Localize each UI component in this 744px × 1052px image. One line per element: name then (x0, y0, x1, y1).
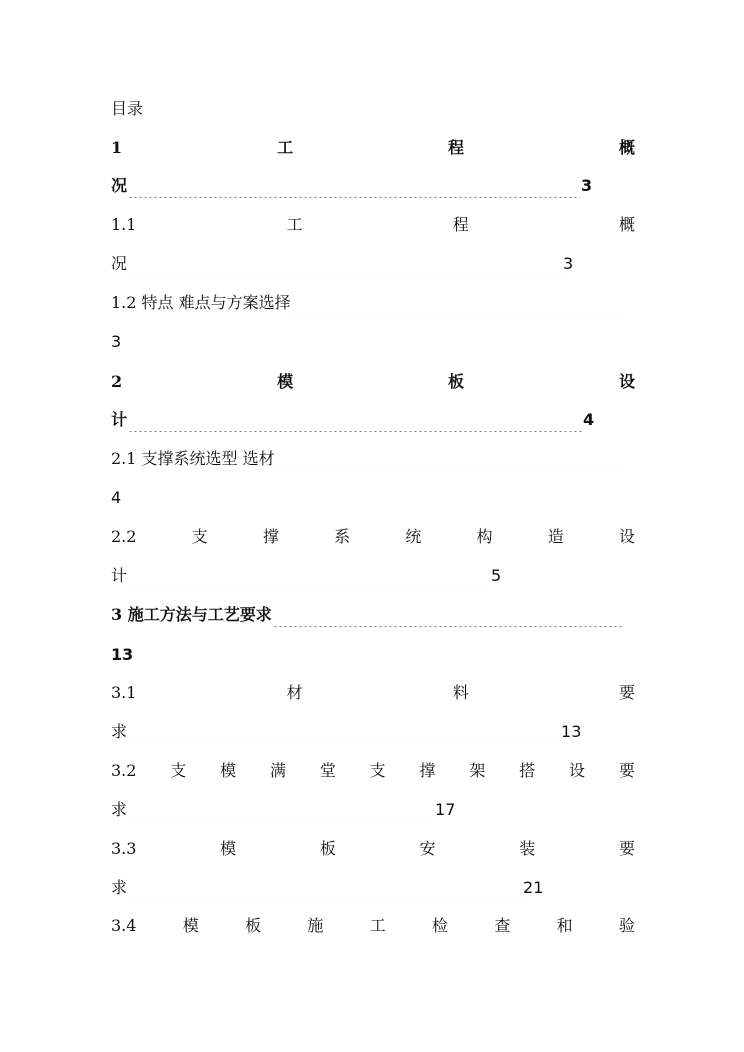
toc-entry-2-1-page: 4 (111, 488, 122, 507)
toc-entry-1-heading[interactable]: 1 工 程 概 (111, 138, 635, 157)
toc-entry-3-2-heading[interactable]: 3.2 支 模 满 堂 支 撑 架 搭 设 要 (111, 761, 635, 780)
dot-leader (128, 252, 562, 276)
toc-entry-2-2-leader[interactable]: 计 5 (111, 564, 501, 588)
toc-entry-1-1-leader[interactable]: 况 3 (111, 252, 573, 276)
dot-leader (292, 291, 622, 315)
dot-leader (128, 408, 582, 432)
toc-entry-1-1-heading[interactable]: 1.1 工 程 概 (111, 215, 635, 234)
toc-entry-3-2-leader[interactable]: 求 17 (111, 798, 455, 822)
toc-entry-2-leader[interactable]: 计 4 (111, 408, 594, 432)
toc-entry-1-2-page: 3 (111, 332, 122, 351)
toc-entry-3[interactable]: 3 施工方法与工艺要求 (111, 603, 624, 627)
dot-leader (128, 720, 560, 744)
toc-entry-3-1-leader[interactable]: 求 13 (111, 720, 581, 744)
dot-leader (128, 798, 434, 822)
toc-entry-1-2[interactable]: 1.2 特点 难点与方案选择 (111, 291, 623, 315)
toc-entry-3-page: 13 (111, 645, 134, 664)
toc-entry-2-heading[interactable]: 2 模 板 设 (111, 372, 635, 391)
toc-entry-3-1-heading[interactable]: 3.1 材 料 要 (111, 683, 635, 702)
toc-entry-3-4-heading[interactable]: 3.4 模 板 施 工 检 查 和 验 (111, 916, 635, 935)
toc-entry-1-leader[interactable]: 况 3 (111, 174, 592, 198)
toc-entry-2-2-heading[interactable]: 2.2 支 撑 系 统 构 造 设 (111, 527, 635, 546)
toc-title: 目录 (111, 99, 144, 118)
toc-entry-3-3-leader[interactable]: 求 21 (111, 876, 543, 900)
dot-leader (273, 603, 623, 627)
dot-leader (276, 447, 621, 471)
dot-leader (128, 174, 580, 198)
dot-leader (128, 564, 490, 588)
toc-entry-2-1[interactable]: 2.1 支撑系统选型 选材 (111, 447, 622, 471)
dot-leader (128, 876, 522, 900)
toc-entry-3-3-heading[interactable]: 3.3 模 板 安 装 要 (111, 839, 635, 858)
